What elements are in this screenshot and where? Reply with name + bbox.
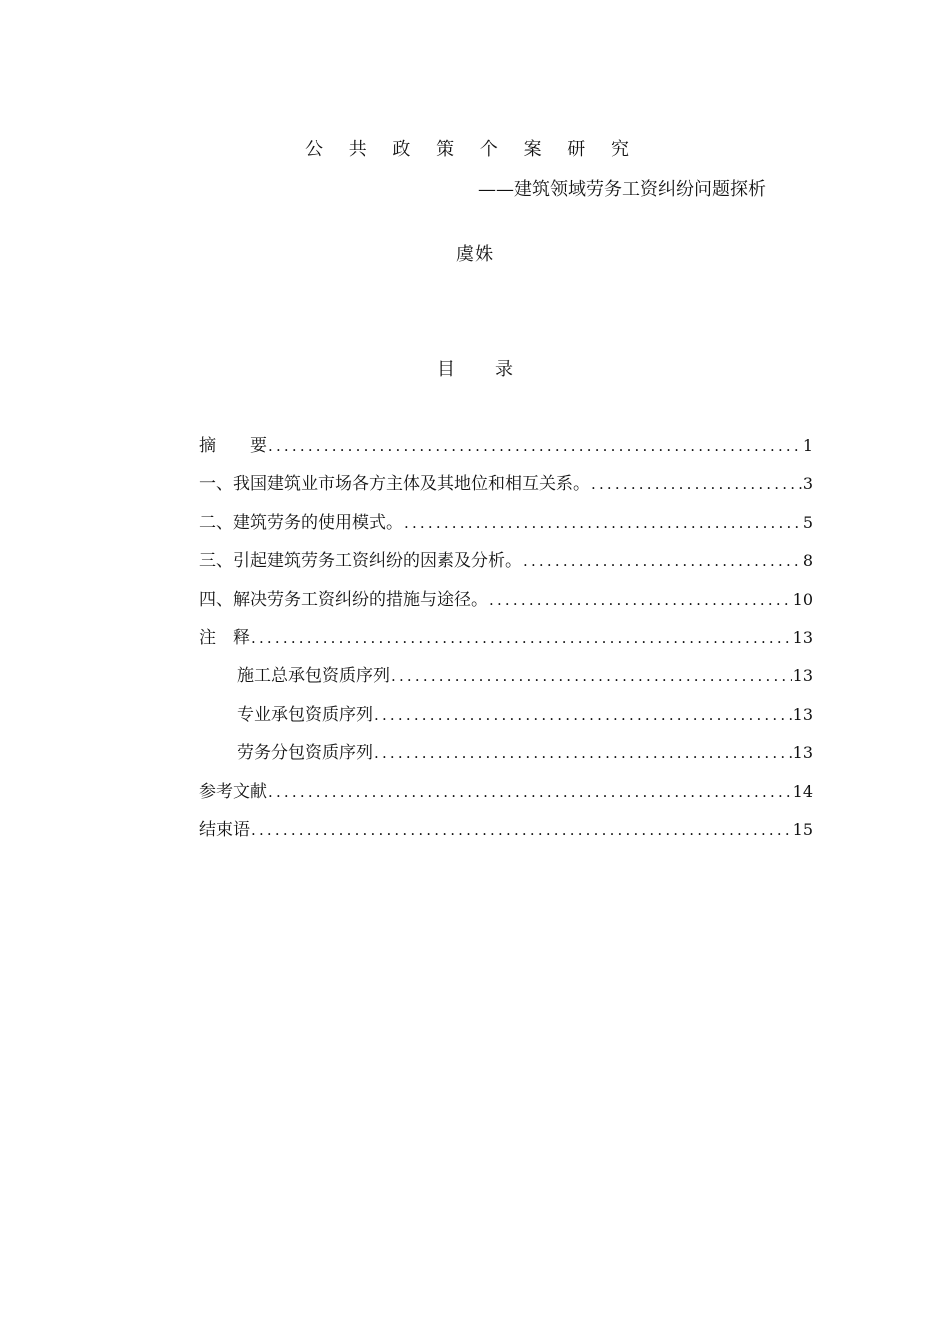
- toc-leader-dots: [268, 437, 802, 455]
- toc-entry-label: 摘 要: [199, 436, 267, 456]
- author-name: 虞姝: [456, 244, 494, 265]
- toc-leader-dots: [251, 821, 792, 839]
- toc-entry-page: 14: [792, 781, 813, 801]
- toc-entry-label: 施工总承包资质序列: [237, 666, 390, 687]
- toc-leader-dots: [591, 475, 802, 493]
- table-of-contents: [199, 431, 813, 853]
- toc-entry-general-contracting[interactable]: [199, 661, 813, 699]
- toc-entry-label: 参考文献: [199, 781, 267, 802]
- document-title: 公 共 政 策 个 案 研 究: [304, 139, 640, 160]
- toc-heading-left: 目: [437, 359, 455, 380]
- toc-entry-page: 10: [792, 589, 813, 609]
- toc-leader-dots: [251, 629, 792, 647]
- toc-entry-labor-subcontracting[interactable]: [199, 738, 813, 776]
- toc-entry-page: 8: [802, 551, 813, 571]
- toc-leader-dots: [374, 706, 792, 724]
- toc-entry-label: 二、建筑劳务的使用模式。: [199, 512, 403, 533]
- toc-entry-references[interactable]: [199, 777, 813, 815]
- toc-entry-notes[interactable]: [199, 623, 813, 661]
- toc-entry-page: 5: [802, 512, 813, 532]
- toc-entry-label: 专业承包资质序列: [237, 704, 373, 725]
- toc-entry-label: 结束语: [199, 819, 250, 840]
- toc-leader-dots: [268, 783, 792, 801]
- toc-leader-dots: [374, 744, 792, 762]
- toc-heading: [0, 355, 950, 381]
- toc-entry-specialized-contracting[interactable]: [199, 700, 813, 738]
- toc-entry-label: 四、解决劳务工资纠纷的措施与途径。: [199, 589, 488, 610]
- toc-entry-page: 13: [792, 627, 813, 647]
- toc-leader-dots: [391, 667, 792, 685]
- toc-entry-page: 3: [802, 474, 813, 494]
- toc-entry-section-3[interactable]: [199, 546, 813, 584]
- toc-entry-label: 一、我国建筑业市场各方主体及其地位和相互关系。: [199, 474, 590, 495]
- toc-entry-page: 13: [792, 666, 813, 686]
- toc-entry-section-4[interactable]: [199, 585, 813, 623]
- toc-entry-section-1[interactable]: [199, 469, 813, 507]
- document-subtitle: ——建筑领域劳务工资纠纷问题探析: [478, 179, 766, 200]
- toc-entry-label: 劳务分包资质序列: [237, 743, 373, 764]
- toc-entry-page: 13: [792, 704, 813, 724]
- toc-entry-page: 13: [792, 743, 813, 763]
- toc-entry-section-2[interactable]: [199, 508, 813, 546]
- toc-entry-page: 1: [802, 436, 813, 455]
- toc-leader-dots: [523, 552, 802, 570]
- toc-entry-page: 15: [792, 819, 813, 839]
- toc-entry-label: 三、引起建筑劳务工资纠纷的因素及分析。: [199, 551, 522, 572]
- toc-leader-dots: [489, 591, 792, 609]
- toc-entry-abstract[interactable]: [199, 431, 813, 469]
- toc-leader-dots: [404, 514, 802, 532]
- toc-heading-right: 录: [495, 359, 513, 380]
- toc-entry-conclusion[interactable]: [199, 815, 813, 853]
- toc-entry-label: 注 释: [199, 627, 250, 648]
